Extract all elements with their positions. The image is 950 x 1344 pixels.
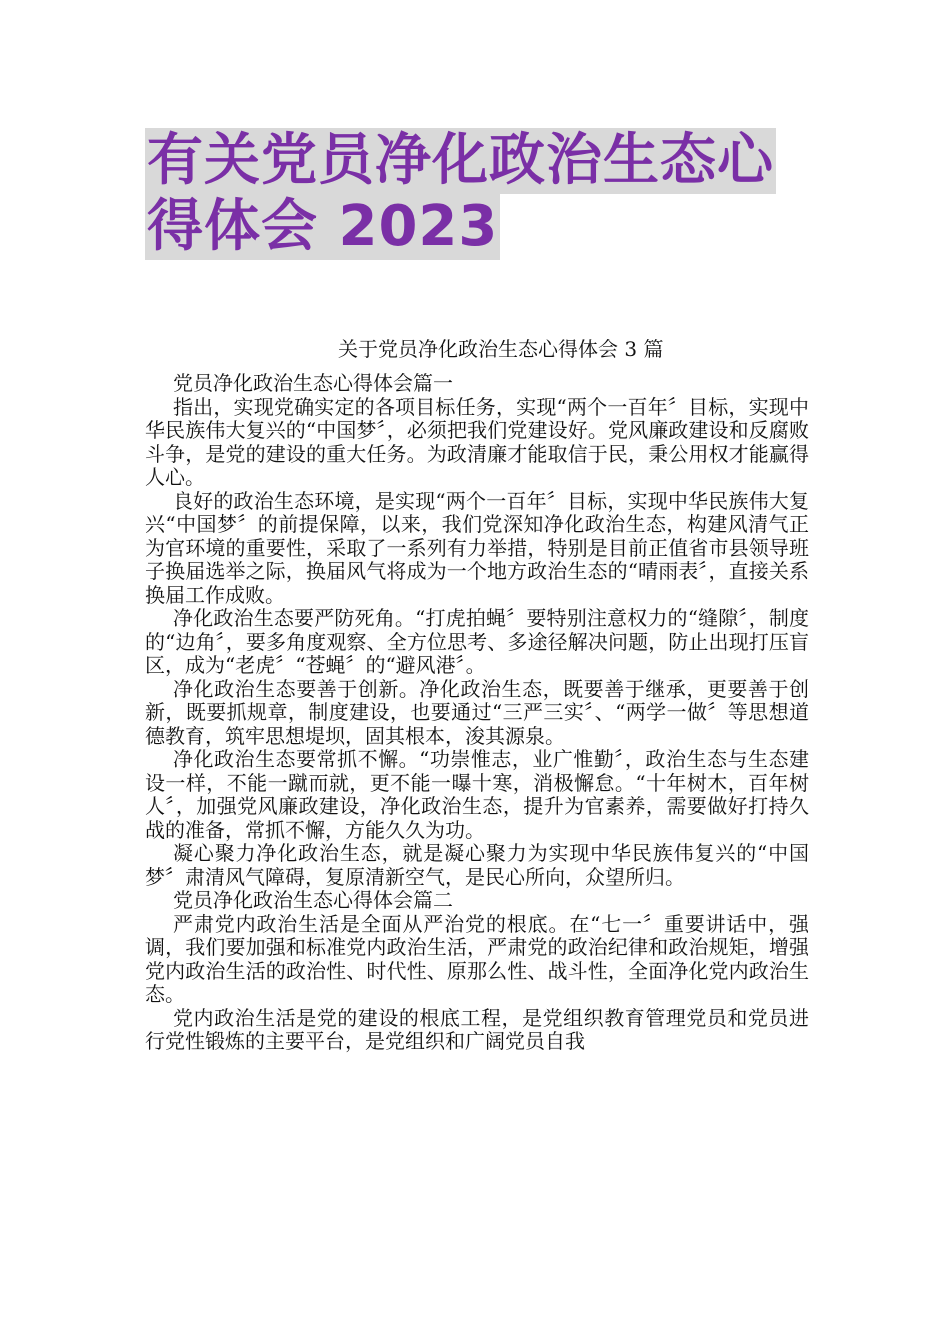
paragraph: 严肃党内政治生活是全面从严治党的根底。在“七一〞重要讲话中，强调，我们要加强和标准党内政治生活，严肃党的政治纪律和政治规矩，增强党内政治生活的政治性、时代性、原那么性、战斗性，全面净化党内政治生态。 [145, 911, 809, 1006]
title-line-1: 有关党员净化政治生态心 [147, 128, 774, 193]
document-title [145, 128, 825, 260]
paragraph: 净化政治生态要常抓不懈。“功崇惟志，业广惟勤〞，政治生态与生态建设一样，不能一蹴而就，更不能一曝十寒，消极懈怠。“十年树木，百年树人〞，加强党风廉政建设，净化政治生态，提升为官素养，需要做好打持久战的准备，常抓不懈，方能久久为功。 [145, 747, 809, 842]
paragraph: 党内政治生活是党的建设的根底工程，是党组织教育管理党员和党员进行党性锻炼的主要平台，是党组织和广阔党员自我 [145, 1005, 809, 1053]
paragraph: 凝心聚力净化政治生态，就是凝心聚力为实现中华民族伟复兴的“中国梦〞肃清风气障碍，复原清新空气，是民心所向，众望所归。 [145, 841, 809, 889]
section-heading-2: 党员净化政治生态心得体会篇二 [173, 888, 453, 912]
section-heading-1: 党员净化政治生态心得体会篇一 [173, 371, 453, 395]
paragraph: 净化政治生态要严防死角。“打虎拍蝇〞要特别注意权力的“缝隙〞，制度的“边角〞，要多角度观察、全方位思考、多途径解决问题，防止出现打压盲区，成为“老虎〞“苍蝇〞的“避风港〞。 [145, 606, 809, 677]
paragraph: 指出，实现党确实定的各项目标任务，实现“两个一百年〞目标，实现中华民族伟大复兴的“中国梦〞，必须把我们党建设好。党风廉政建设和反腐败斗争，是党的建设的重大任务。为政清廉才能取信于民，秉公用权才能赢得人心。 [145, 394, 809, 489]
paragraph: 净化政治生态要善于创新。净化政治生态，既要善于继承，更要善于创新，既要抓规章，制度建设，也要通过“三严三实〞、“两学一做〞等思想道德教育，筑牢思想堤坝，固其根本，浚其源泉。 [145, 676, 809, 748]
document-body [145, 372, 809, 1054]
document-subtitle: 关于党员净化政治生态心得体会 3 篇 [338, 337, 664, 361]
paragraph: 良好的政治生态环境，是实现“两个一百年〞目标，实现中华民族伟大复兴“中国梦〞的前提保障，以来，我们党深知净化政治生态，构建风清气正为官环境的重要性，采取了一系列有力举措，特别是目前正值省市县领导班子换届选举之际，换届风气将成为一个地方政治生态的“晴雨表〞，直接关系换届工作成败。 [145, 488, 809, 607]
title-line-2: 得体会 2023 [147, 194, 499, 259]
